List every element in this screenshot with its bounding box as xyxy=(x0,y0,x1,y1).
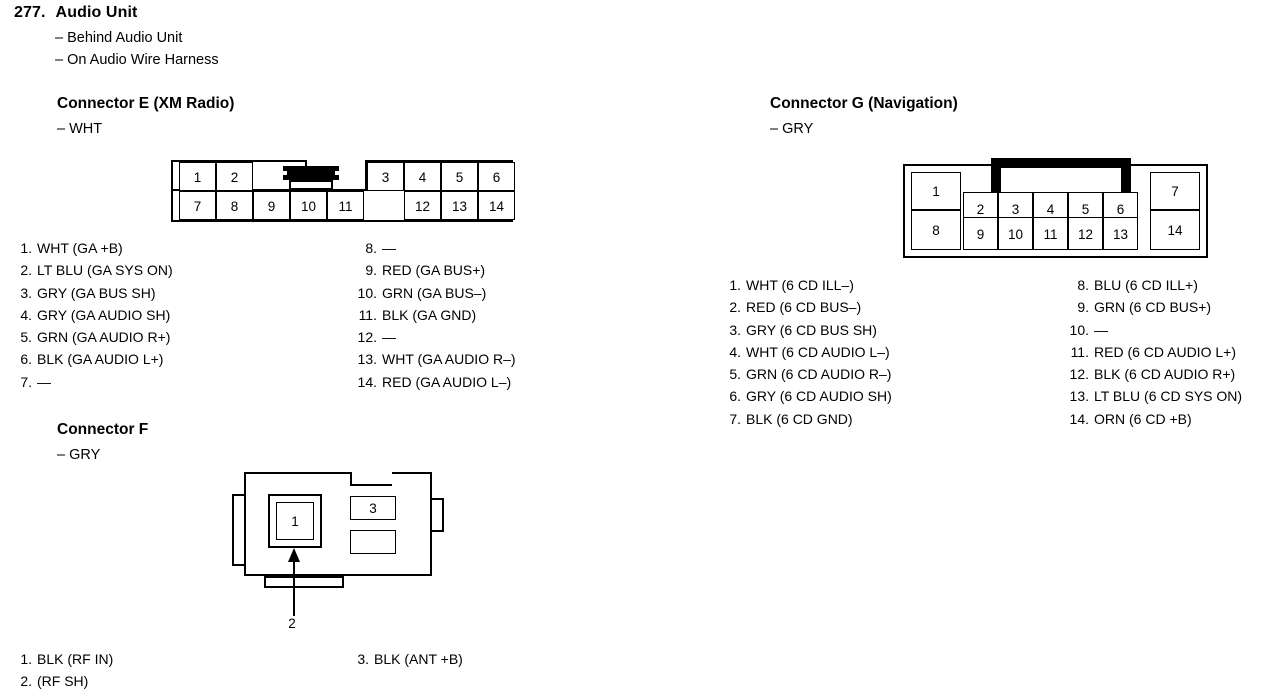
connector-g-diagram xyxy=(903,158,1208,258)
page-title-text: Audio Unit xyxy=(55,4,138,21)
connector-g-pin-cell-7: 7 xyxy=(1150,172,1200,210)
connector-f-pin-cell-1: 1 xyxy=(276,502,314,540)
pin-row: 12. — xyxy=(357,329,396,346)
connector-g-pin-cell-10: 10 xyxy=(998,217,1033,250)
connector-g-pin-cell-5: 5 xyxy=(1068,192,1103,225)
connector-e-pin-cell-13: 13 xyxy=(441,191,478,220)
connector-e-diagram xyxy=(171,158,513,222)
pin-row: 14. RED (GA AUDIO L–) xyxy=(357,373,512,390)
connector-e-pin-cell-11: 11 xyxy=(327,191,364,220)
pin-row: 11. RED (6 CD AUDIO L+) xyxy=(1070,343,1236,360)
pin-row: 10. GRN (GA BUS–) xyxy=(357,284,487,301)
pin-row: 5. GRN (6 CD AUDIO R–) xyxy=(729,366,892,383)
pin-row: 9. GRN (6 CD BUS+) xyxy=(1077,299,1212,316)
pin-row: 4. GRY (GA AUDIO SH) xyxy=(20,306,171,323)
connector-e-pin-list-right xyxy=(355,237,685,393)
connector-g-pin-cell-13: 13 xyxy=(1103,217,1138,250)
connector-g-pin-cell-14: 14 xyxy=(1150,210,1200,250)
connector-g-pin-cell-4: 4 xyxy=(1033,192,1068,225)
pin-row: 4. WHT (6 CD AUDIO L–) xyxy=(729,343,890,360)
pin-row: 8. — xyxy=(365,240,396,256)
page-note-1: – Behind Audio Unit xyxy=(55,30,183,46)
connector-e-pin-cell-7: 7 xyxy=(179,191,216,220)
pin-row: 2. RED (6 CD BUS–) xyxy=(729,299,862,316)
connector-g-pin-cell-1: 1 xyxy=(911,172,961,210)
connector-g-pin-cell-12: 12 xyxy=(1068,217,1103,250)
pin-row: 1. WHT (GA +B) xyxy=(20,240,123,256)
connector-g-pin-cell-8: 8 xyxy=(911,210,961,250)
connector-e-latch xyxy=(283,160,339,190)
connector-e-color: – WHT xyxy=(57,121,103,137)
connector-f-pin-list-left xyxy=(18,648,338,693)
connector-e-pin-cell-9: 9 xyxy=(253,191,290,220)
connector-g-pin-cell-11: 11 xyxy=(1033,217,1068,250)
connector-f-heading: Connector F xyxy=(57,421,149,438)
connector-g-pin-cell-6: 6 xyxy=(1103,192,1138,225)
pin-row: 13. LT BLU (6 CD SYS ON) xyxy=(1069,388,1243,405)
connector-g-top-rail xyxy=(991,158,1131,168)
connector-g-pin-cell-2: 2 xyxy=(963,192,998,225)
pin-row: 2. LT BLU (GA SYS ON) xyxy=(20,262,173,279)
pin-row: 6. BLK (GA AUDIO L+) xyxy=(20,351,164,368)
pin-row: 6. GRY (6 CD AUDIO SH) xyxy=(729,388,892,405)
connector-g-pin-list-left xyxy=(727,274,1067,430)
connector-f-body-notch xyxy=(350,472,392,486)
connector-f-callout-label: 2 xyxy=(288,616,296,631)
connector-e-pin-list-left xyxy=(18,237,348,393)
connector-e-pin-cell-12: 12 xyxy=(404,191,441,220)
connector-e-pin-cell-14: 14 xyxy=(478,191,515,220)
pin-row: 2. (RF SH) xyxy=(20,673,89,690)
pin-row: 7. — xyxy=(20,373,51,390)
pin-row: 8. BLU (6 CD ILL+) xyxy=(1077,277,1198,293)
connector-f-callout-arrow xyxy=(284,546,308,618)
connector-f-pin-list-right xyxy=(355,648,675,670)
connector-f-pin-cell-3: 3 xyxy=(350,496,396,520)
page-title xyxy=(14,4,137,22)
pin-row: 10. — xyxy=(1069,321,1108,338)
connector-g-pin-cell-3: 3 xyxy=(998,192,1033,225)
connector-e-pin-cell-2: 2 xyxy=(216,162,253,191)
pin-row: 11. BLK (GA GND) xyxy=(358,306,477,323)
connector-e-pin-cell-5: 5 xyxy=(441,162,478,191)
connector-e-pin-cell-10: 10 xyxy=(290,191,327,220)
pin-row: 1. WHT (6 CD ILL–) xyxy=(729,277,854,293)
connector-f-color: – GRY xyxy=(57,447,101,463)
pin-row: 7. BLK (6 CD GND) xyxy=(729,410,853,427)
pin-row: 14. ORN (6 CD +B) xyxy=(1069,410,1192,427)
connector-e-pin-cell-8: 8 xyxy=(216,191,253,220)
connector-f-pin-cell-blank xyxy=(350,530,396,554)
connector-g-heading: Connector G (Navigation) xyxy=(770,95,958,112)
page-note-2: – On Audio Wire Harness xyxy=(55,52,219,68)
connector-g-pin-list-right xyxy=(1067,274,1280,430)
page-number: 277. xyxy=(14,4,46,21)
connector-g-color: – GRY xyxy=(770,121,814,137)
pin-row: 5. GRN (GA AUDIO R+) xyxy=(20,329,171,346)
pin-row: 3. BLK (ANT +B) xyxy=(357,651,463,667)
pin-row: 3. GRY (GA BUS SH) xyxy=(20,284,156,301)
connector-f-diagram xyxy=(232,468,454,631)
pin-row: 9. RED (GA BUS+) xyxy=(365,262,486,279)
connector-g-pin-cell-9: 9 xyxy=(963,217,998,250)
pin-row: 3. GRY (6 CD BUS SH) xyxy=(729,321,877,338)
pin-row: 12. BLK (6 CD AUDIO R+) xyxy=(1069,366,1236,383)
connector-e-pin-cell-3: 3 xyxy=(367,162,404,191)
connector-e-pin-cell-1: 1 xyxy=(179,162,216,191)
connector-e-pin-cell-4: 4 xyxy=(404,162,441,191)
pin-row: 13. WHT (GA AUDIO R–) xyxy=(357,351,516,368)
connector-e-heading: Connector E (XM Radio) xyxy=(57,95,235,112)
connector-e-pin-cell-6: 6 xyxy=(478,162,515,191)
pin-row: 1. BLK (RF IN) xyxy=(20,651,114,667)
